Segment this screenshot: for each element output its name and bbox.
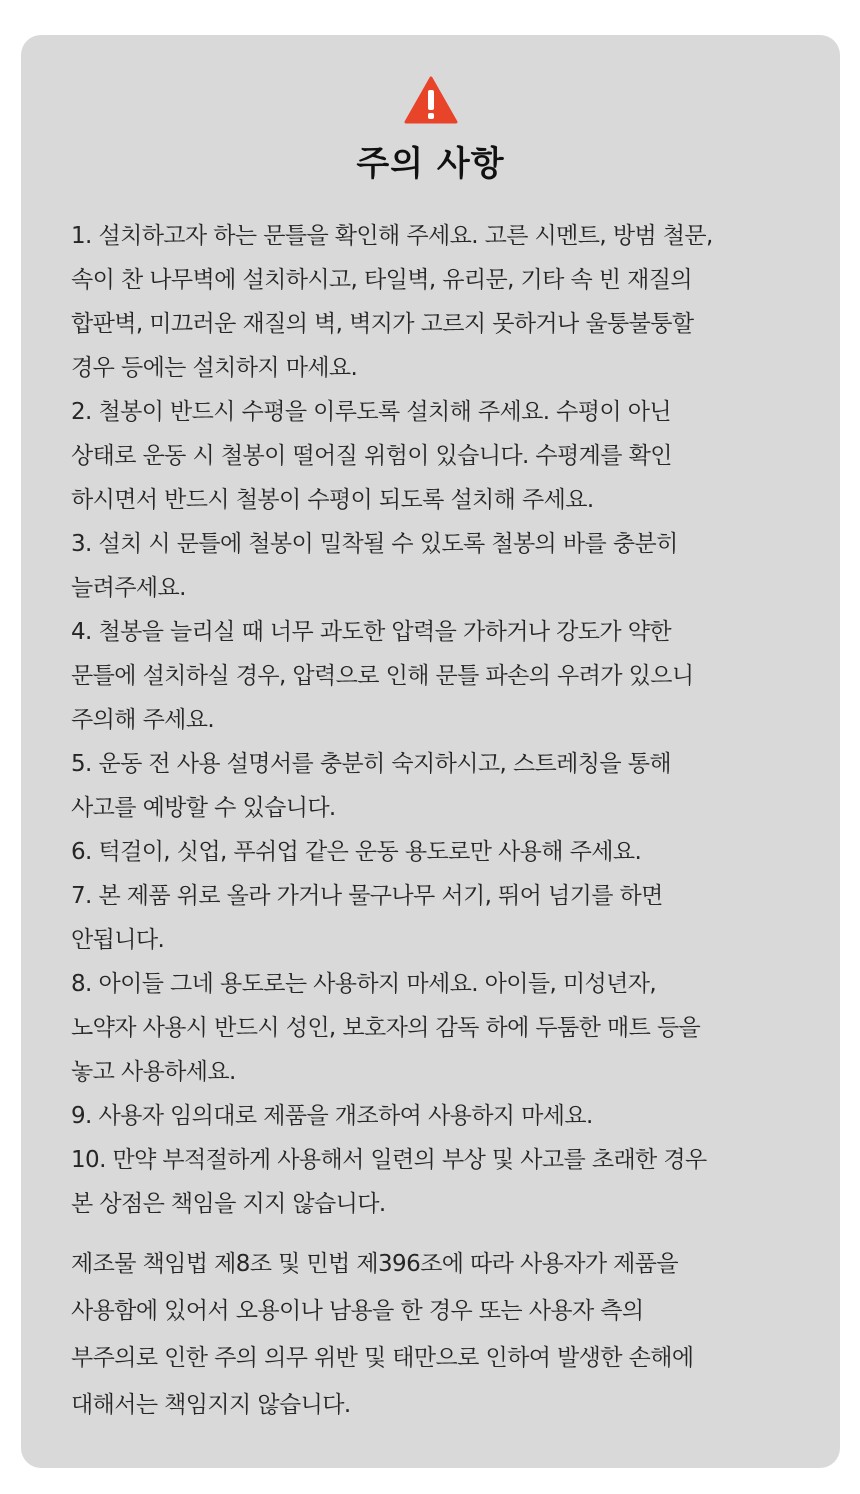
caution-line: 8. 아이들 그네 용도로는 사용하지 마세요. 아이들, 미성년자, bbox=[71, 971, 657, 997]
caution-line: 늘려주세요. bbox=[71, 575, 186, 601]
caution-line: 속이 찬 나무벽에 설치하시고, 타일벽, 유리문, 기타 속 빈 재질의 bbox=[71, 267, 692, 293]
caution-line: 경우 등에는 설치하지 마세요. bbox=[71, 355, 358, 381]
warning-triangle-icon bbox=[404, 76, 458, 124]
disclaimer-line: 부주의로 인한 주의 의무 위반 및 태만으로 인하여 발생한 손해에 bbox=[71, 1345, 694, 1371]
caution-line: 안됩니다. bbox=[71, 927, 165, 953]
caution-line: 1. 설치하고자 하는 문틀을 확인해 주세요. 고른 시멘트, 방범 철문, bbox=[71, 223, 713, 249]
caution-card bbox=[21, 35, 840, 1468]
caution-line: 하시면서 반드시 철봉이 수평이 되도록 설치해 주세요. bbox=[71, 487, 594, 513]
caution-line: 9. 사용자 임의대로 제품을 개조하여 사용하지 마세요. bbox=[71, 1103, 593, 1129]
caution-line: 본 상점은 책임을 지지 않습니다. bbox=[71, 1191, 386, 1217]
notice-title: 주의 사항 bbox=[356, 144, 505, 184]
disclaimer-line: 제조물 책임법 제8조 및 민법 제396조에 따라 사용자가 제품을 bbox=[71, 1251, 679, 1277]
disclaimer-line: 대해서는 책임지지 않습니다. bbox=[71, 1392, 351, 1418]
caution-line: 놓고 사용하세요. bbox=[71, 1059, 236, 1085]
liability-disclaimer bbox=[71, 1241, 811, 1429]
caution-line: 문틀에 설치하실 경우, 압력으로 인해 문틀 파손의 우려가 있으니 bbox=[71, 663, 694, 689]
disclaimer-line: 사용함에 있어서 오용이나 남용을 한 경우 또는 사용자 측의 bbox=[71, 1298, 644, 1324]
caution-line: 합판벽, 미끄러운 재질의 벽, 벽지가 고르지 못하거나 울퉁불퉁할 bbox=[71, 311, 694, 337]
caution-line: 7. 본 제품 위로 올라 가거나 물구나무 서기, 뛰어 넘기를 하면 bbox=[71, 883, 663, 909]
caution-line: 5. 운동 전 사용 설명서를 충분히 숙지하시고, 스트레칭을 통해 bbox=[71, 751, 671, 777]
caution-list bbox=[71, 214, 811, 1226]
caution-line: 상태로 운동 시 철봉이 떨어질 위험이 있습니다. 수평계를 확인 bbox=[71, 443, 672, 469]
caution-line: 4. 철봉을 늘리실 때 너무 과도한 압력을 가하거나 강도가 약한 bbox=[71, 619, 671, 645]
caution-line: 6. 턱걸이, 싯업, 푸쉬업 같은 운동 용도로만 사용해 주세요. bbox=[71, 839, 642, 865]
caution-line: 사고를 예방할 수 있습니다. bbox=[71, 795, 336, 821]
caution-line: 3. 설치 시 문틀에 철봉이 밀착될 수 있도록 철봉의 바를 충분히 bbox=[71, 531, 678, 557]
caution-line: 2. 철봉이 반드시 수평을 이루도록 설치해 주세요. 수평이 아닌 bbox=[71, 399, 671, 425]
caution-line: 노약자 사용시 반드시 성인, 보호자의 감독 하에 두툼한 매트 등을 bbox=[71, 1015, 701, 1041]
caution-line: 주의해 주세요. bbox=[71, 707, 215, 733]
caution-line: 10. 만약 부적절하게 사용해서 일련의 부상 및 사고를 초래한 경우 bbox=[71, 1147, 707, 1173]
